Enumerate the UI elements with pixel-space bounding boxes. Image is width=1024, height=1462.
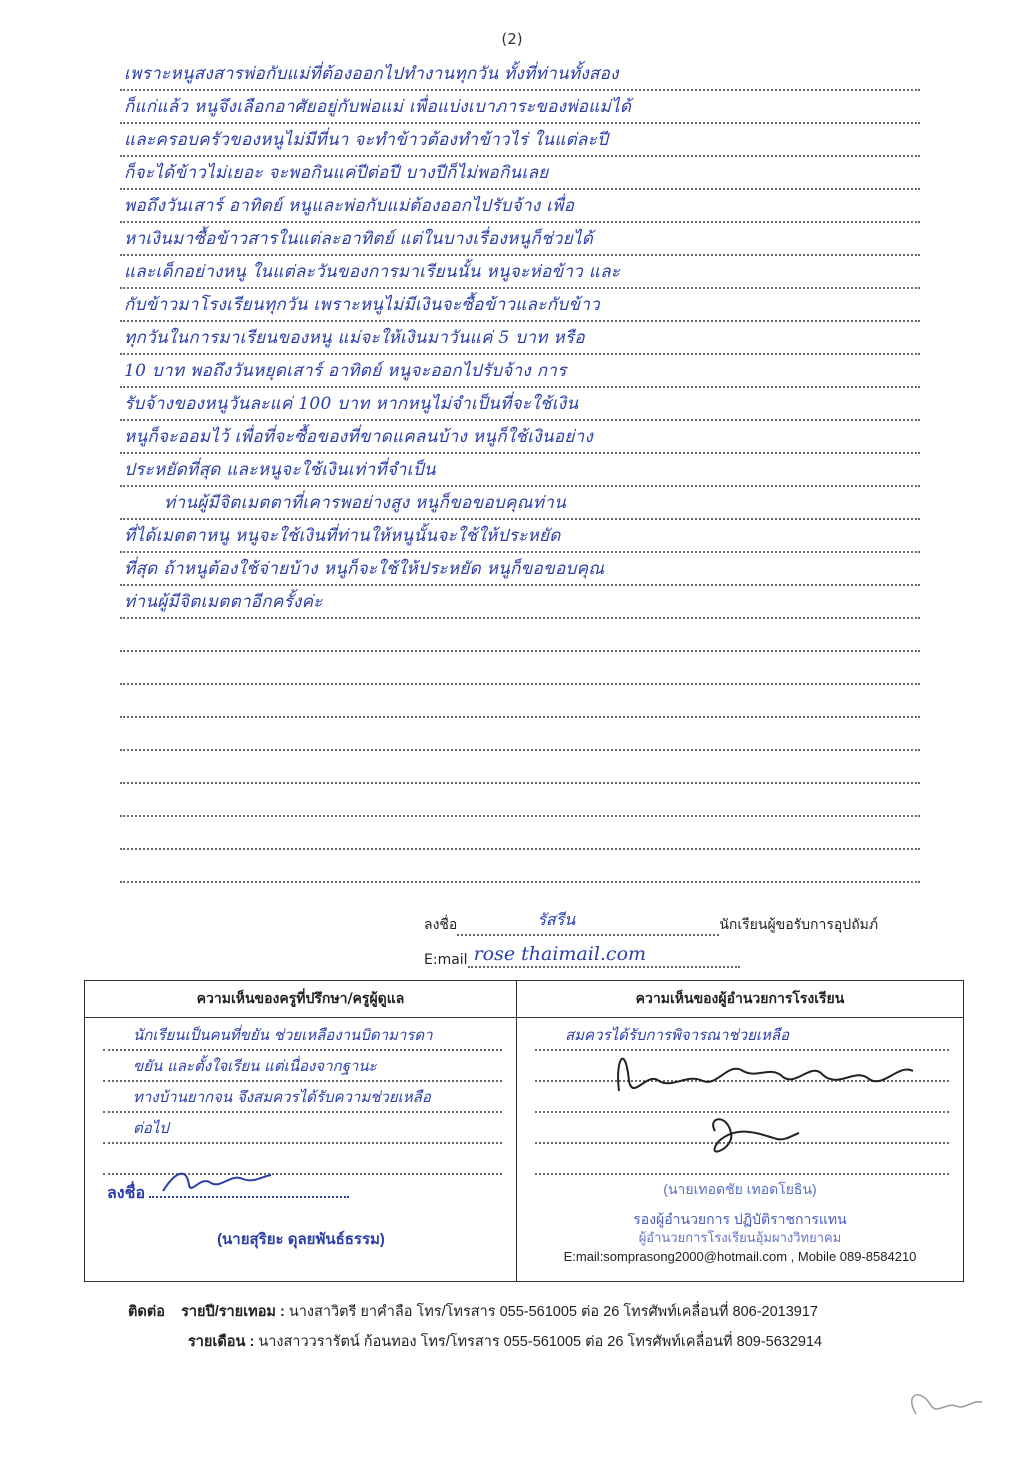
letter-line (120, 256, 920, 289)
advisor-sign-text: ลงชื่อ (107, 1185, 146, 1202)
letter-line (120, 685, 920, 718)
letter-line (120, 157, 920, 190)
letter-line-text: ที่ได้เมตตาหนู หนูจะใช้เงินที่ท่านให้หนูนั้นจะใช้ให้ประหยัด (124, 526, 561, 546)
director-handwritten-comment (607, 1021, 927, 1171)
comment-line-text: สมควรได้รับการพิจารณาช่วยเหลือ (565, 1026, 790, 1044)
handwritten-letter (120, 58, 920, 883)
letter-line-text: ประหยัดที่สุด และหนูจะใช้เงินเท่าที่จำเป็น (124, 460, 436, 480)
email-line (468, 943, 740, 968)
comment-line (103, 1083, 502, 1113)
letter-line-text: และครอบครัวของหนูไม่มีที่นา จะทำข้าวต้องทำข้าวไร่ ในแต่ละปี (124, 130, 609, 150)
director-header: ความเห็นของผู้อำนวยการโรงเรียน (517, 981, 963, 1018)
comment-line-text: นักเรียนเป็นคนที่ขยัน ช่วยเหลืองานบิดามารดา (133, 1026, 433, 1044)
email-label: E:mail (424, 952, 468, 968)
letter-line (120, 817, 920, 850)
letter-line-text: ทุกวันในการมาเรียนของหนู แม่จะให้เงินมาวันแค่ 5 บาท หรือ (124, 328, 585, 348)
letter-line-text: หนูก็จะออมไว้ เพื่อที่จะซื้อของที่ขาดแคลนบ้าง หนูก็ใช้เงินอย่าง (124, 427, 594, 447)
director-stamp-school: ผู้อำนวยการโรงเรียนอุ้มผางวิทยาคม (638, 1230, 842, 1245)
advisor-header: ความเห็นของครูที่ปรึกษา/ครูผู้ดูแล (85, 981, 516, 1018)
student-email-row (424, 943, 740, 968)
signature-role: นักเรียนผู้ขอรับการอุปถัมภ์ (719, 917, 879, 933)
comment-line (103, 1114, 502, 1144)
letter-line (120, 322, 920, 355)
letter-line (120, 586, 920, 619)
comments-table (84, 980, 964, 1282)
letter-line (120, 124, 920, 157)
letter-line (120, 487, 920, 520)
letter-line (120, 355, 920, 388)
comment-line-text: ทางบ้านยากจน จึงสมควรได้รับความช่วยเหลือ (133, 1088, 431, 1106)
comment-line (103, 1021, 502, 1051)
letter-line (120, 553, 920, 586)
letter-line (120, 454, 920, 487)
letter-line-text: ที่สุด ถ้าหนูต้องใช้จ่ายบ้าง หนูก็จะใช้ให้ประหยัด หนูก็ขอขอบคุณ (124, 559, 605, 579)
letter-line (120, 388, 920, 421)
letter-line-text: หาเงินมาซื้อข้าวสารในแต่ละอาทิตย์ แต่ในบางเรื่องหนูก็ช่วยได้ (124, 229, 594, 249)
footer-contact-label: ติดต่อ (128, 1304, 165, 1320)
letter-line-text: ท่านผู้มีจิตเมตตาที่เคารพอย่างสูง หนูก็ขอขอบคุณท่าน (164, 493, 567, 513)
footer-monthly-title: รายเดือน : (188, 1334, 255, 1350)
footer-annual-title: รายปี/รายเทอม : (181, 1304, 285, 1320)
comment-line (103, 1052, 502, 1082)
letter-line-text: เพราะหนูสงสารพ่อกับแม่ที่ต้องออกไปทำงานทุกวัน ทั้งที่ท่านทั้งสอง (124, 64, 619, 84)
student-signature: รัสรีน (537, 910, 576, 929)
comment-line-text: ขยัน และตั้งใจเรียน แต่เนื่องจากฐานะ (133, 1057, 377, 1075)
letter-line (120, 289, 920, 322)
email-value: rose thaimail.com (473, 943, 647, 965)
student-signature-row (424, 910, 879, 936)
letter-line-text: ท่านผู้มีจิตเมตตาอีกครั้งค่ะ (124, 592, 323, 612)
letter-line-text: และเด็กอย่างหนู ในแต่ละวันของการมาเรียนนั้น หนูจะห่อข้าว และ (124, 262, 621, 282)
letter-line (120, 91, 920, 124)
director-contact: E:mail:somprasong2000@hotmail.com , Mobile 089-8584210 (563, 1249, 917, 1264)
letter-line (120, 619, 920, 652)
signature-label: ลงชื่อ (424, 917, 458, 933)
letter-line (120, 718, 920, 751)
director-stamp-name: (นายเทอดชัย เทอดโยธิน) (663, 1181, 817, 1197)
letter-line-text: ก็จะได้ข้าวไม่เยอะ จะพอกินแค่ปีต่อปี บางปีก็ไม่พอกินเลย (124, 163, 549, 183)
letter-line-text: รับจ้างของหนูวันละแค่ 100 บาท หากหนูไม่จำเป็นที่จะใช้เงิน (124, 394, 579, 414)
letter-line (120, 190, 920, 223)
letter-line (120, 850, 920, 883)
advisor-name: (นายสุริยะ ดุลยพันธ์ธรรม) (217, 1231, 385, 1248)
letter-line (120, 751, 920, 784)
letter-line-text: 10 บาท พอถึงวันหยุดเสาร์ อาทิตย์ หนูจะออกไปรับจ้าง การ (124, 361, 567, 381)
page-number: (2) (501, 30, 523, 48)
letter-line (120, 784, 920, 817)
footer-line-1 (128, 1300, 818, 1323)
letter-line (120, 223, 920, 256)
footer-annual-text: นางสาวิตรี ยาคำลือ โทร/โทรสาร 055-561005 ต่อ 26 โทรศัพท์เคลื่อนที่ 806-2013917 (288, 1304, 818, 1320)
letter-line-text: ก็แก่แล้ว หนูจึงเลือกอาศัยอยู่กับพ่อแม่ เพื่อแบ่งเบาภาระของพ่อแม่ได้ (124, 97, 632, 117)
letter-line-text: พอถึงวันเสาร์ อาทิตย์ หนูและพ่อกับแม่ต้องออกไปรับจ้าง เพื่อ (124, 196, 575, 216)
letter-line (120, 58, 920, 91)
letter-line (120, 652, 920, 685)
director-comment-column (517, 981, 963, 1281)
advisor-comment-column (85, 981, 517, 1281)
advisor-signature-image (157, 1165, 277, 1199)
director-stamp-title: รองผู้อำนวยการ ปฏิบัติราชการแทน (633, 1211, 847, 1227)
signature-line (457, 910, 719, 936)
letter-line (120, 421, 920, 454)
comment-line-text: ต่อไป (133, 1119, 169, 1137)
letter-line-text: กับข้าวมาโรงเรียนทุกวัน เพราะหนูไม่มีเงินจะซื้อข้าวและกับข้าว (124, 295, 601, 315)
footer-monthly-text: นางสาววรารัตน์ ก้อนทอง โทร/โทรสาร 055-561005 ต่อ 26 โทรศัพท์เคลื่อนที่ 809-5632914 (258, 1334, 823, 1350)
letter-line (120, 520, 920, 553)
corner-initials-mark (900, 1384, 990, 1430)
footer-line-2 (188, 1330, 822, 1353)
